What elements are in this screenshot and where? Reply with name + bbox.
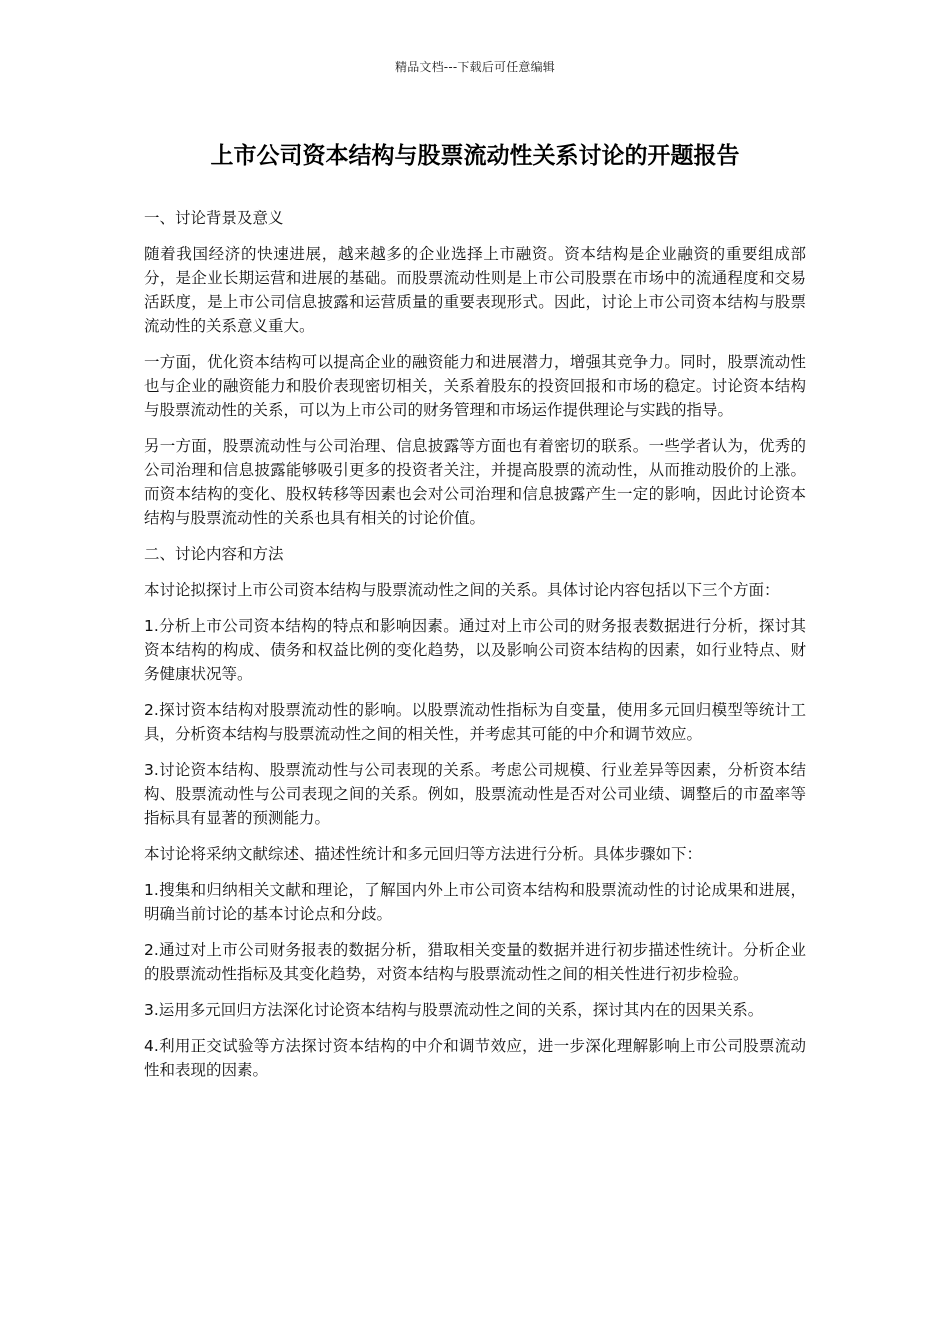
paragraph: 本讨论拟探讨上市公司资本结构与股票流动性之间的关系。具体讨论内容包括以下三个方面： — [144, 581, 780, 599]
paragraph: 另一方面，股票流动性与公司治理、信息披露等方面也有着密切的联系。一些学者认为，优秀的公司治理和信息披露能够吸引更多的投资者关注，并提高股票的流动性，从而推动股价的上涨。而资本结构的变化、股权转移等因素也会对公司治理和信息披露产生一定的影响，因此讨论资本结构与股票流动性的关系也具有相关的讨论价值。 — [144, 437, 806, 527]
paragraph: 4.利用正交试验等方法探讨资本结构的中介和调节效应，进一步深化理解影响上市公司股票流动性和表现的因素。 — [144, 1037, 806, 1079]
header-note: 精品文档---下载后可任意编辑 — [395, 60, 555, 74]
paragraph: 2.探讨资本结构对股票流动性的影响。以股票流动性指标为自变量，使用多元回归模型等统计工具，分析资本结构与股票流动性之间的相关性，并考虑其可能的中介和调节效应。 — [144, 701, 806, 743]
paragraph: 本讨论将采纳文献综述、描述性统计和多元回归等方法进行分析。具体步骤如下： — [144, 845, 703, 863]
paragraph: 1.搜集和归纳相关文献和理论，了解国内外上市公司资本结构和股票流动性的讨论成果和进展，明确当前讨论的基本讨论点和分歧。 — [144, 881, 806, 923]
section-heading-content-methods: 二、讨论内容和方法 — [144, 545, 284, 563]
document-title: 上市公司资本结构与股票流动性关系讨论的开题报告 — [210, 143, 740, 169]
paragraph: 一方面，优化资本结构可以提高企业的融资能力和进展潜力，增强其竞争力。同时，股票流动性也与企业的融资能力和股价表现密切相关，关系着股东的投资回报和市场的稳定。讨论资本结构与股票流动性的关系，可以为上市公司的财务管理和市场运作提供理论与实践的指导。 — [144, 353, 806, 419]
document-body — [144, 206, 806, 1094]
section-heading-background: 一、讨论背景及意义 — [144, 209, 284, 227]
paragraph: 随着我国经济的快速进展，越来越多的企业选择上市融资。资本结构是企业融资的重要组成部分，是企业长期运营和进展的基础。而股票流动性则是上市公司股票在市场中的流通程度和交易活跃度，是上市公司信息披露和运营质量的重要表现形式。因此，讨论上市公司资本结构与股票流动性的关系意义重大。 — [144, 245, 806, 335]
paragraph: 3.讨论资本结构、股票流动性与公司表现的关系。考虑公司规模、行业差异等因素，分析资本结构、股票流动性与公司表现之间的关系。例如，股票流动性是否对公司业绩、调整后的市盈率等指标具有显著的预测能力。 — [144, 761, 806, 827]
paragraph: 3.运用多元回归方法深化讨论资本结构与股票流动性之间的关系，探讨其内在的因果关系。 — [144, 1001, 764, 1019]
paragraph: 1.分析上市公司资本结构的特点和影响因素。通过对上市公司的财务报表数据进行分析，探讨其资本结构的构成、债务和权益比例的变化趋势，以及影响公司资本结构的因素，如行业特点、财务健康状况等。 — [144, 617, 806, 683]
paragraph: 2.通过对上市公司财务报表的数据分析，猎取相关变量的数据并进行初步描述性统计。分析企业的股票流动性指标及其变化趋势，对资本结构与股票流动性之间的相关性进行初步检验。 — [144, 941, 806, 983]
